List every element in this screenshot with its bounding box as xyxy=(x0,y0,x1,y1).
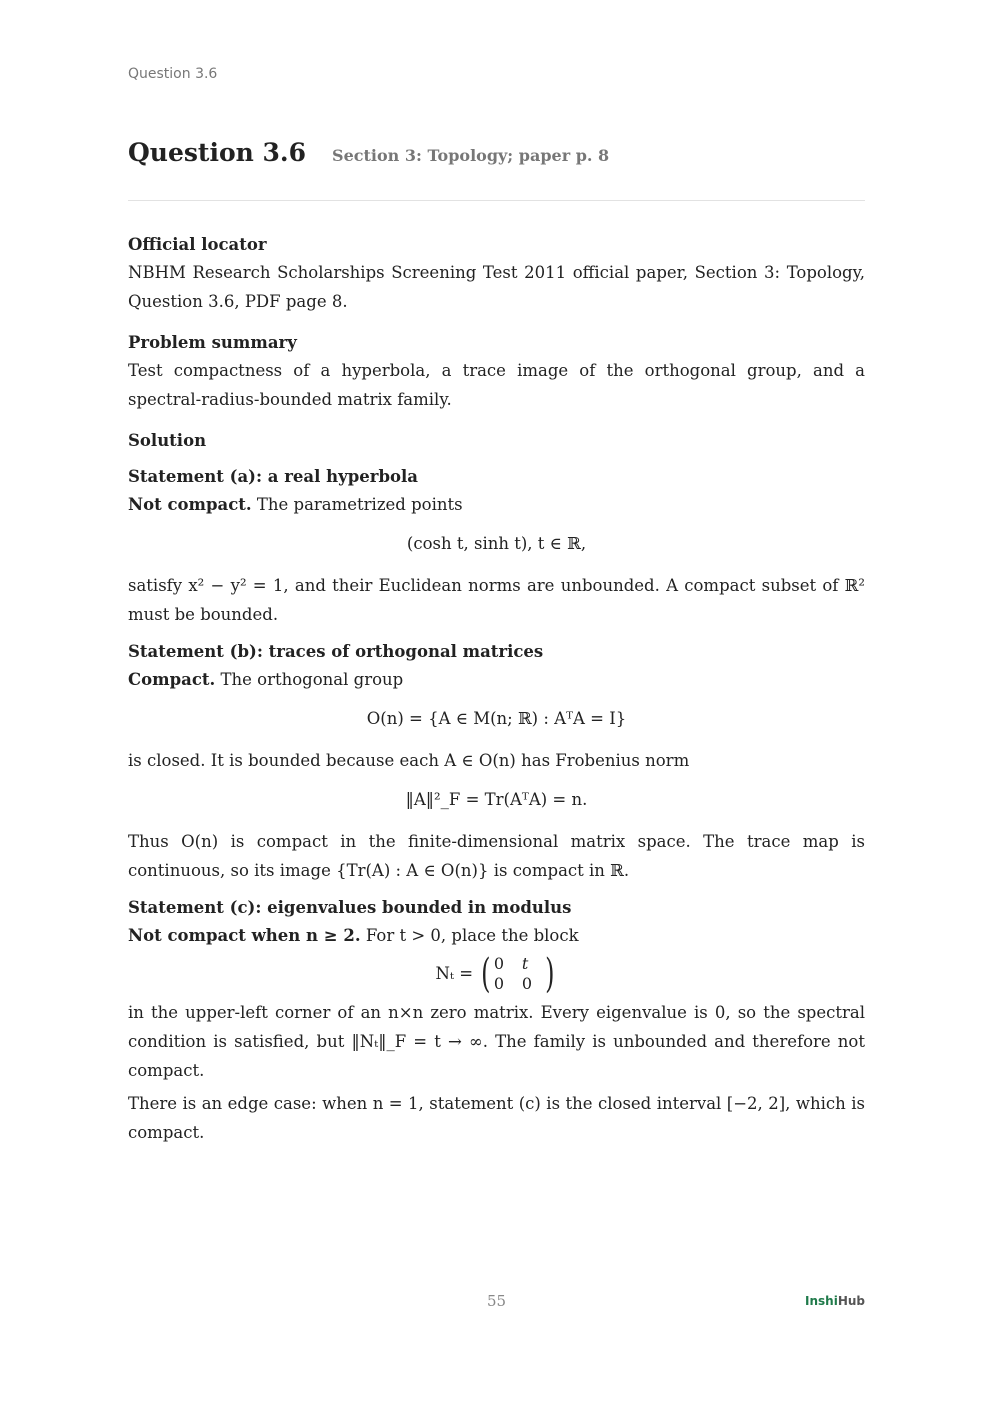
statement-c-after: in the upper-left corner of an n×n zero matrix. Every eigenvalue is 0, so the spectral condition is satisfied, but ‖Nₜ‖_F = t → ∞. The family is unbounded and therefore not compact. xyxy=(128,1003,865,1080)
running-head: Question 3.6 xyxy=(128,66,218,82)
page-number: 55 xyxy=(486,1292,507,1310)
page-title: Question 3.6 xyxy=(128,138,307,167)
matrix-cell: 0 xyxy=(493,954,505,973)
statement-b-middle: is closed. It is bounded because each A ∈ O(n) has Frobenius norm xyxy=(128,751,690,770)
matrix-block xyxy=(478,951,557,997)
statement-c-lead-text: For t > 0, place the block xyxy=(365,926,579,945)
statement-c-verdict: Not compact when n ≥ 2. xyxy=(128,926,361,945)
matrix-grid xyxy=(494,954,542,994)
statement-a-heading: Statement (a): a real hyperbola xyxy=(128,467,418,486)
brand-part-1: Inshi xyxy=(805,1294,838,1308)
statement-a-verdict: Not compact. xyxy=(128,495,252,514)
statement-a-lead-text: The parametrized points xyxy=(256,495,463,514)
left-paren: ( xyxy=(481,951,491,997)
locator-text: NBHM Research Scholarships Screening Test 2011 official paper, Section 3: Topology, Question 3.6, PDF page 8. xyxy=(128,263,865,311)
statement-b-verdict: Compact. xyxy=(128,670,216,689)
brand-logo xyxy=(805,1294,865,1308)
statement-b-after: Thus O(n) is compact in the finite-dimensional matrix space. The trace map is continuous, so its image {Tr(A) : A ∈ O(n)} is compact in ℝ. xyxy=(128,832,865,880)
statement-a-display: (cosh t, sinh t), t ∈ ℝ, xyxy=(406,534,587,553)
statement-b-heading: Statement (b): traces of orthogonal matrices xyxy=(128,642,544,661)
solution-heading: Solution xyxy=(128,431,207,450)
statement-c-edge-case: There is an edge case: when n = 1, statement (c) is the closed interval [−2, 2], which is compact. xyxy=(128,1094,865,1142)
matrix-cell: t xyxy=(521,954,529,973)
right-paren: ) xyxy=(545,951,555,997)
title-row xyxy=(128,138,865,167)
statement-b-lead-text: The orthogonal group xyxy=(220,670,404,689)
matrix-lhs: Nₜ = xyxy=(435,964,474,983)
matrix-cell: 0 xyxy=(521,974,533,993)
statement-c-matrix-display xyxy=(128,951,865,997)
summary-heading: Problem summary xyxy=(128,333,297,352)
matrix-cell: 0 xyxy=(493,974,505,993)
statement-b-display-2: ‖A‖²_F = Tr(AᵀA) = n. xyxy=(405,790,588,809)
statement-b-lead xyxy=(128,665,865,694)
statement-c-heading: Statement (c): eigenvalues bounded in modulus xyxy=(128,898,572,917)
statement-c-lead xyxy=(128,921,865,950)
statement-a-lead xyxy=(128,490,865,519)
statement-a-after: satisfy x² − y² = 1, and their Euclidean norms are unbounded. A compact subset of ℝ² must be bounded. xyxy=(128,576,865,624)
locator-heading: Official locator xyxy=(128,235,267,254)
brand-part-2: Hub xyxy=(837,1294,865,1308)
page-subtitle: Section 3: Topology; paper p. 8 xyxy=(332,146,610,165)
summary-text: Test compactness of a hyperbola, a trace image of the orthogonal group, and a spectral-radius-bounded matrix family. xyxy=(128,361,865,409)
document-body xyxy=(128,232,865,1147)
statement-b-display-1: O(n) = {A ∈ M(n; ℝ) : AᵀA = I} xyxy=(366,709,627,728)
title-divider xyxy=(128,200,865,201)
